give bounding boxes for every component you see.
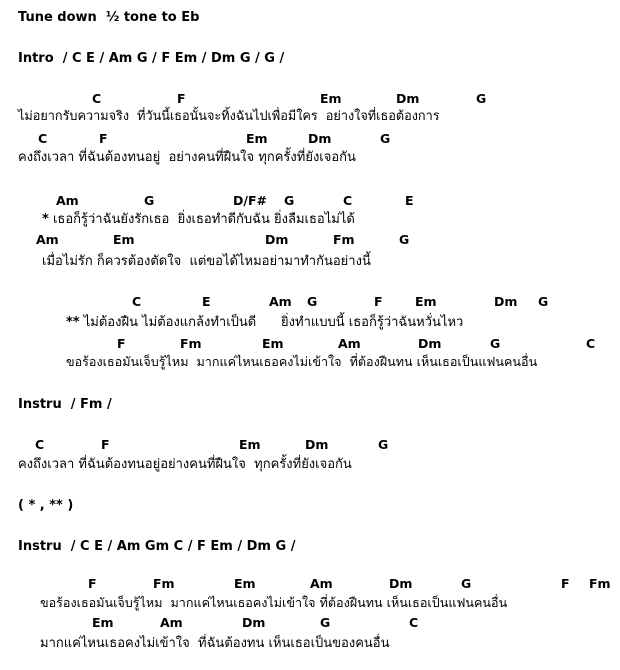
chord: G [307,294,318,309]
chord: F [117,336,126,351]
instrumental-2: Instru / C E / Am Gm C / F Em / Dm G / [18,539,296,554]
chord: C [586,336,596,351]
lyric-line: เมื่อไม่รัก ก็ควรต้องตัดใจ แต่ขอได้ไหมอย่ามาทำกันอย่างนี้ [42,254,371,269]
chord: G [378,437,389,452]
lyric-line [66,316,463,329]
chord: G [320,615,331,630]
chord: Dm [389,576,413,591]
chord: G [490,336,501,351]
lyric-line: คงถึงเวลา ที่ฉันต้องทนอยู่อย่างคนที่ฝืนใจ ทุกครั้งที่ยังเจอกัน [18,457,352,472]
chord: C [409,615,419,630]
chord: Dm [418,336,442,351]
chord: F [561,576,570,591]
chord: Fm [333,232,355,247]
chord: F [88,576,97,591]
chord: Dm [396,91,420,106]
chord: Em [239,437,261,452]
lyric-line: ไม่อยากรับความจริง ที่วันนี้เธอนั้นจะทิ้งฉันไปเพื่อมีใคร อย่างใจที่เธอต้องการ [18,108,440,123]
chord: Em [234,576,256,591]
chord: Em [320,91,342,106]
chord: Fm [180,336,202,351]
instrumental-1: Instru / Fm / [18,397,112,412]
chord: Dm [265,232,289,247]
chord: Em [113,232,135,247]
section-marker: ** [66,315,80,330]
chord: C [35,437,45,452]
intro-line: Intro / C E / Am G / F Em / Dm G / G / [18,51,285,66]
chord: C [343,193,353,208]
repeat-marker: ( * , ** ) [18,498,74,513]
lyric-text: ไม่ต้องฝืน ไม่ต้องแกล้งทำเป็นดี ยิ่งทำแบบนี้ เธอก็รู้ว่าฉันหวั่นไหว [79,315,464,330]
chord: G [284,193,295,208]
chord: E [202,294,211,309]
lyric-line [42,213,355,226]
chord: F [99,131,108,146]
chord: G [476,91,487,106]
chord: Fm [153,576,175,591]
tuning-note: Tune down ½ tone to Eb [18,10,200,25]
chord: Am [338,336,361,351]
chord: Am [160,615,183,630]
lyric-line: มากแค่ไหนเธอคงไม่เข้าใจ ที่ฉันต้องทน เห็นเธอเป็นของคนอื่น [40,636,390,651]
chord: Dm [308,131,332,146]
chord: D/F# [233,193,267,208]
chord: G [461,576,472,591]
chord: Am [310,576,333,591]
chord: F [101,437,110,452]
chord: Fm [589,576,611,591]
section-marker: * [42,212,49,227]
chord: G [538,294,549,309]
lyric-line: คงถึงเวลา ที่ฉันต้องทนอยู่ อย่างคนที่ฝืนใจ ทุกครั้งที่ยังเจอกัน [18,150,356,165]
chord: Am [269,294,292,309]
chord: Em [246,131,268,146]
chord: G [144,193,155,208]
lyric-line: ขอร้องเธอมันเจ็บรู้ไหม มากแค่ไหนเธอคงไม่เข้าใจ ที่ต้องฝืนทน เห็นเธอเป็นแฟนคนอื่น [40,595,508,610]
chord: Dm [242,615,266,630]
chord: C [132,294,142,309]
chord: F [374,294,383,309]
chord: Em [92,615,114,630]
chord: Dm [305,437,329,452]
chord: G [380,131,391,146]
chord: Em [415,294,437,309]
chord: C [38,131,48,146]
chord: F [177,91,186,106]
chord: E [405,193,414,208]
chord: C [92,91,102,106]
chord: G [399,232,410,247]
chord: Dm [494,294,518,309]
lyric-line: ขอร้องเธอมันเจ็บรู้ไหม มากแค่ไหนเธอคงไม่เข้าใจ ที่ต้องฝืนทน เห็นเธอเป็นแฟนคนอื่น [66,354,538,369]
chord: Am [36,232,59,247]
lyric-text: เธอก็รู้ว่าฉันยังรักเธอ ยิ่งเธอทำดีกับฉัน ยิ่งลืมเธอไม่ได้ [48,212,355,227]
chord: Am [56,193,79,208]
chord: Em [262,336,284,351]
